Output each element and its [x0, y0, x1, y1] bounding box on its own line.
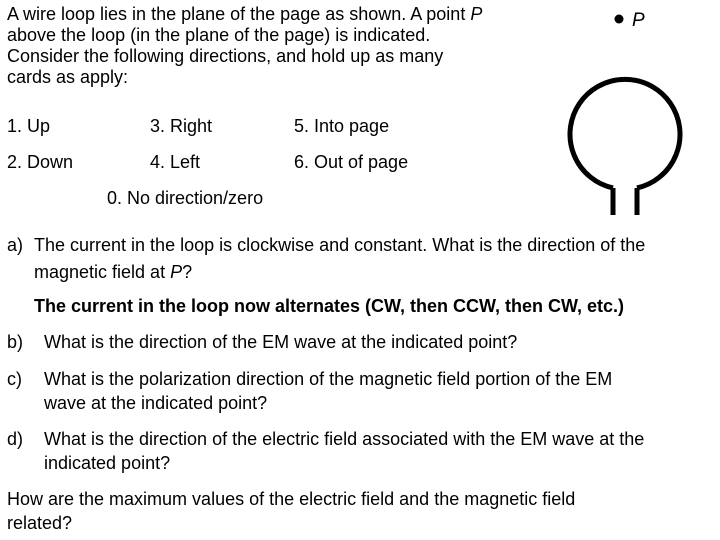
alternating-current-statement: The current in the loop now alternates (CW, then CCW, then CW, etc.) [34, 296, 625, 316]
option-up: 1. Up [7, 116, 51, 136]
option-zero: 0. No direction/zero [107, 188, 264, 208]
question-a-line-2: magnetic field at P? [34, 262, 193, 282]
option-into-page: 5. Into page [294, 116, 390, 136]
question-d-line-1: What is the direction of the electric field associated with the EM wave at the [44, 429, 645, 449]
option-out-of-page: 6. Out of page [294, 152, 409, 172]
intro-line-3: Consider the following directions, and hold up as many [7, 46, 444, 66]
point-p-label: P [632, 10, 645, 31]
question-b-text: What is the direction of the EM wave at the indicated point? [44, 332, 518, 352]
option-down: 2. Down [7, 152, 74, 172]
final-question-line-1: How are the maximum values of the electric field and the magnetic field [7, 489, 576, 509]
wire-loop-diagram [560, 0, 710, 220]
question-d-line-2: indicated point? [44, 453, 171, 473]
intro-line-2: above the loop (in the plane of the page) is indicated. [7, 25, 431, 45]
question-b-label: b) [7, 332, 24, 352]
question-c-line-1: What is the polarization direction of the magnetic field portion of the EM [44, 369, 613, 389]
question-a-label: a) [7, 235, 24, 255]
intro-paragraph [7, 4, 527, 88]
option-left: 4. Left [150, 152, 201, 172]
final-question-line-2: related? [7, 513, 73, 533]
question-d-label: d) [7, 429, 24, 449]
question-a-line-1: The current in the loop is clockwise and constant. What is the direction of the [34, 235, 646, 255]
option-right: 3. Right [150, 116, 213, 136]
intro-line-4: cards as apply: [7, 67, 129, 87]
question-c-label: c) [7, 369, 22, 389]
question-c-line-2: wave at the indicated point? [44, 393, 268, 413]
point-p-dot [615, 15, 624, 24]
intro-line-1: A wire loop lies in the plane of the page as shown. A point P [7, 4, 483, 24]
wire-loop [570, 79, 680, 215]
